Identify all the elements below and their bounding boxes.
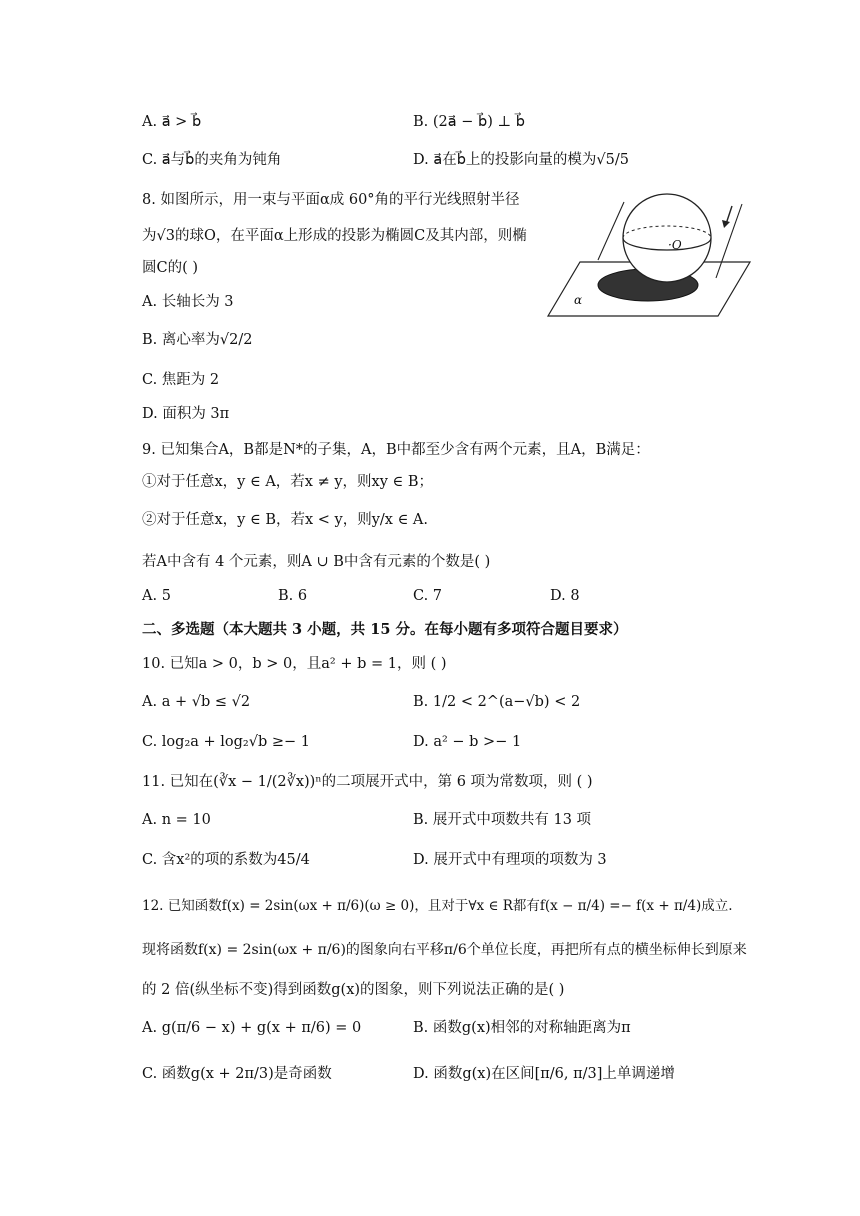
q12-option-a: A. g(π/6 − x) + g(x + π/6) = 0: [142, 1020, 362, 1036]
sphere: [623, 194, 711, 282]
q12-option-c: C. 函数g(x + 2π/3)是奇函数: [142, 1066, 332, 1082]
q10-option-c: C. log₂a + log₂√b ≥− 1: [142, 734, 310, 750]
q7-option-a: A. a⃗ > b⃗: [142, 114, 202, 130]
q10-stem: 10. 已知a > 0，b > 0，且a² + b = 1，则 ( ): [142, 656, 447, 672]
q9-option-d: D. 8: [550, 588, 580, 604]
q11-option-b: B. 展开式中项数共有 13 项: [413, 812, 592, 828]
q11-option-d: D. 展开式中有理项的项数为 3: [413, 852, 607, 868]
q7-option-d: D. a⃗在b⃗上的投影向量的模为√5/5: [413, 152, 629, 168]
q12-option-d: D. 函数g(x)在区间[π/6, π/3]上单调递增: [413, 1066, 675, 1082]
q11-option-c: C. 含x²的项的系数为45/4: [142, 852, 310, 868]
center-label-o: ·O: [668, 238, 682, 252]
q11-option-a: A. n = 10: [142, 812, 211, 828]
q11-stem: 11. 已知在(∛x − 1/(2∛x))ⁿ的二项展开式中，第 6 项为常数项，则 ( ): [142, 774, 593, 790]
q10-option-b: B. 1/2 < 2^(a−√b) < 2: [413, 694, 581, 710]
light-arrow-head: [722, 220, 730, 228]
q9-option-a: A. 5: [142, 588, 171, 604]
q9-stem-line2: 若A中含有 4 个元素，则A ∪ B中含有元素的个数是( ): [142, 554, 491, 570]
q10-option-d: D. a² − b >− 1: [413, 734, 522, 750]
q9-stem-line1: 9. 已知集合A，B都是N*的子集，A，B中都至少含有两个元素，且A，B满足：: [142, 442, 650, 458]
q9-condition-2: ②对于任意x，y ∈ B，若x < y，则y/x ∈ A.: [142, 512, 428, 528]
q9-option-c: C. 7: [413, 588, 443, 604]
q8-option-b: B. 离心率为√2/2: [142, 332, 253, 348]
q7-option-c: C. a⃗与b⃗的夹角为钝角: [142, 152, 282, 168]
q12-option-b: B. 函数g(x)相邻的对称轴距离为π: [413, 1020, 631, 1036]
plane-label-alpha: α: [574, 293, 583, 307]
q12-stem-line3: 的 2 倍(纵坐标不变)得到函数g(x)的图象，则下列说法正确的是( ): [142, 982, 565, 998]
q7-option-b: B. (2a⃗ − b⃗) ⊥ b⃗: [413, 114, 525, 130]
light-ray-left: [598, 202, 624, 260]
q8-option-d: D. 面积为 3π: [142, 406, 230, 422]
q8-stem-line2: 为√3的球O，在平面α上形成的投影为椭圆C及其内部，则椭: [142, 228, 527, 244]
section-heading-multi-choice: 二、多选题（本大题共 3 小题，共 15 分。在每小题有多项符合题目要求）: [142, 621, 628, 638]
q9-option-b: B. 6: [278, 588, 308, 604]
q8-stem-line1: 8. 如图所示，用一束与平面α成 60°角的平行光线照射半径: [142, 192, 520, 208]
q10-option-a: A. a + √b ≤ √2: [142, 694, 251, 710]
q8-stem-line3: 圆C的( ): [142, 260, 199, 276]
q8-option-a: A. 长轴长为 3: [142, 294, 234, 310]
q12-stem-line1: 12. 已知函数f(x) = 2sin(ωx + π/6)(ω ≥ 0)，且对于∀x ∈ R都有f(x − π/4) =− f(x + π/4)成立.: [142, 898, 733, 914]
q12-stem-line2: 现将函数f(x) = 2sin(ωx + π/6)的图象向右平移π/6个单位长度，再把所有点的横坐标伸长到原来: [142, 942, 747, 958]
q9-condition-1: ①对于任意x，y ∈ A，若x ≠ y，则xy ∈ B；: [142, 474, 434, 490]
q8-option-c: C. 焦距为 2: [142, 372, 220, 388]
sphere-projection-figure: [546, 190, 752, 318]
